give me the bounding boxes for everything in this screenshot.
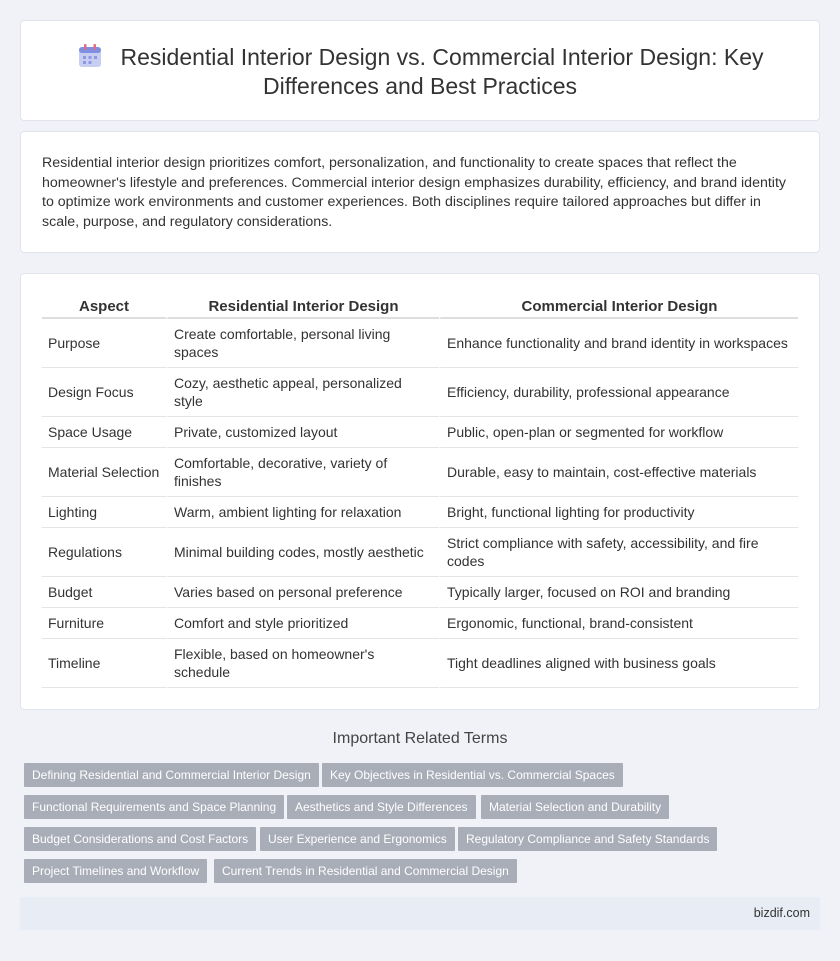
table-row: [42, 528, 798, 577]
column-header-commercial: Commercial Interior Design: [439, 295, 798, 319]
aspect-cell: Purpose: [42, 319, 166, 368]
commercial-cell: Typically larger, focused on ROI and branding: [439, 577, 798, 608]
commercial-cell: Tight deadlines aligned with business goals: [439, 639, 798, 688]
residential-cell: Private, customized layout: [166, 417, 439, 448]
residential-cell: Create comfortable, personal living spaces: [166, 319, 439, 368]
page-title-heading: [61, 43, 779, 101]
related-term-tag[interactable]: Aesthetics and Style Differences: [287, 795, 476, 819]
calendar-icon: [77, 43, 103, 69]
residential-cell: Comfortable, decorative, variety of finishes: [166, 448, 439, 497]
comparison-table: [42, 295, 798, 688]
residential-cell: Cozy, aesthetic appeal, personalized style: [166, 368, 439, 417]
table-row: [42, 319, 798, 368]
commercial-cell: Ergonomic, functional, brand-consistent: [439, 608, 798, 639]
related-term-tag[interactable]: Defining Residential and Commercial Interior Design: [24, 763, 319, 787]
aspect-cell: Design Focus: [42, 368, 166, 417]
residential-cell: Flexible, based on homeowner's schedule: [166, 639, 439, 688]
related-term-tag[interactable]: Project Timelines and Workflow: [24, 859, 207, 883]
table-row: [42, 448, 798, 497]
commercial-cell: Strict compliance with safety, accessibility, and fire codes: [439, 528, 798, 577]
table-row: [42, 368, 798, 417]
related-terms-heading: Important Related Terms: [332, 730, 508, 747]
commercial-cell: Durable, easy to maintain, cost-effective materials: [439, 448, 798, 497]
commercial-cell: Enhance functionality and brand identity in workspaces: [439, 319, 798, 368]
aspect-cell: Timeline: [42, 639, 166, 688]
related-term-tag[interactable]: Regulatory Compliance and Safety Standards: [458, 827, 717, 851]
commercial-cell: Bright, functional lighting for productivity: [439, 497, 798, 528]
table-row: [42, 497, 798, 528]
aspect-cell: Lighting: [42, 497, 166, 528]
footer-bar: [20, 897, 820, 930]
column-header-aspect: Aspect: [42, 295, 166, 319]
aspect-cell: Material Selection: [42, 448, 166, 497]
title-wrap: [61, 43, 779, 101]
page-title: Residential Interior Design vs. Commercial Interior Design: Key Differences and Best Practices: [120, 44, 764, 99]
aspect-cell: Regulations: [42, 528, 166, 577]
residential-cell: Warm, ambient lighting for relaxation: [166, 497, 439, 528]
intro-card: [20, 131, 820, 253]
comparison-table-card: [20, 273, 820, 710]
table-row: [42, 639, 798, 688]
residential-cell: Comfort and style prioritized: [166, 608, 439, 639]
table-row: [42, 417, 798, 448]
related-term-tag[interactable]: Functional Requirements and Space Planning: [24, 795, 284, 819]
footer-brand-link[interactable]: bizdif.com: [753, 906, 810, 920]
table-row: [42, 608, 798, 639]
column-header-residential: Residential Interior Design: [166, 295, 439, 319]
related-term-tag[interactable]: Material Selection and Durability: [481, 795, 669, 819]
related-term-tag[interactable]: Key Objectives in Residential vs. Commercial Spaces: [322, 763, 623, 787]
commercial-cell: Public, open-plan or segmented for workflow: [439, 417, 798, 448]
related-term-tag[interactable]: User Experience and Ergonomics: [260, 827, 455, 851]
title-card: [20, 20, 820, 121]
aspect-cell: Furniture: [42, 608, 166, 639]
commercial-cell: Efficiency, durability, professional appearance: [439, 368, 798, 417]
table-header-row: [42, 295, 798, 319]
residential-cell: Minimal building codes, mostly aesthetic: [166, 528, 439, 577]
intro-paragraph: Residential interior design prioritizes comfort, personalization, and functionality to create spaces that reflect the homeowner's lifestyle and preferences. Commercial interior design emphasizes durability, efficiency, and brand identity to optimize work environments and customer experiences. Both disciplines require tailored approaches but differ in scale, purpose, and regulatory considerations.: [42, 155, 786, 230]
related-term-tag[interactable]: Budget Considerations and Cost Factors: [24, 827, 256, 851]
table-row: [42, 577, 798, 608]
residential-cell: Varies based on personal preference: [166, 577, 439, 608]
aspect-cell: Space Usage: [42, 417, 166, 448]
aspect-cell: Budget: [42, 577, 166, 608]
related-term-tag[interactable]: Current Trends in Residential and Commercial Design: [214, 859, 517, 883]
